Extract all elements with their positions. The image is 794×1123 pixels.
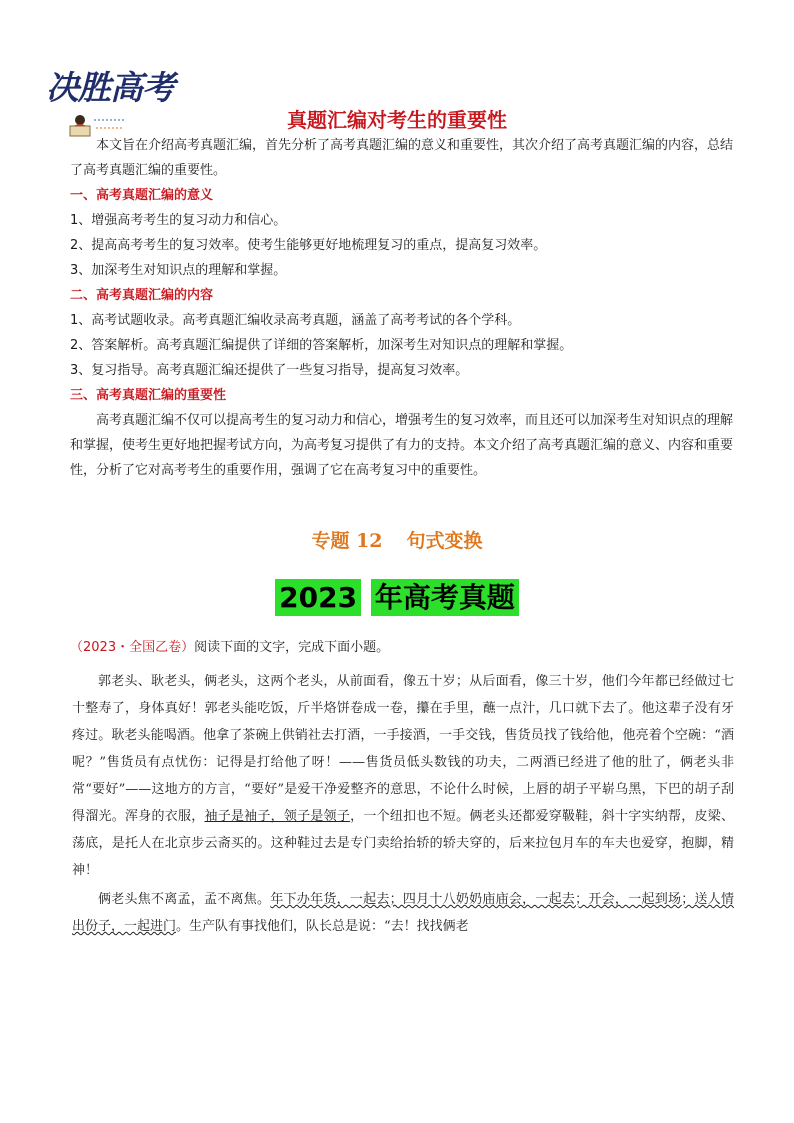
year-banner-text: 年高考真题 bbox=[371, 579, 519, 616]
reading-passage bbox=[72, 668, 734, 940]
passage-text: 。生产队有事找他们，队长总是说：“去！找找俩老 bbox=[176, 919, 469, 934]
list-item: 3、复习指导。高考真题汇编还提供了一些复习指导，提高复习效率。 bbox=[70, 363, 469, 378]
logo-text: 决胜高考 bbox=[46, 68, 174, 107]
topic-heading bbox=[0, 526, 794, 553]
list-item: 2、提高高考考生的复习效率。使考生能够更好地梳理复习的重点，提高复习效率。 bbox=[70, 238, 547, 253]
wavy-underlined-sentence: 年下办年货，一起去；四月十八奶奶庙庙会，一起去；开会，一起到场；送人情出份子，一起进门 bbox=[72, 892, 734, 934]
intro-paragraph: 本文旨在介绍高考真题汇编，首先分析了高考真题汇编的意义和重要性，其次介绍了高考真题汇编的内容，总结了高考真题汇编的重要性。 bbox=[70, 138, 734, 178]
underlined-sentence: 袖子是袖子，领子是领子 bbox=[204, 809, 351, 824]
section-heading-2: 二、高考真题汇编的内容 bbox=[70, 288, 214, 303]
passage-text: 郭老头、耿老头，俩老头，这两个老头，从前面看，像五十岁；从后面看，像三十岁，他们今年都已经做过七十整寿了，身体真好！郭老头能吃饭，斤半烙饼卷成一卷，攥在手里，蘸一点汁，几口就下去了。他这辈子没有牙疼过。耿老头能喝酒。他拿了茶碗上供销社去打酒，一手接酒，一手交钱，售货员找了钱给他，他亮着个空碗：“酒呢？”售货员有点忧伤：记得是打给他了呀！——售货员低头数钱的功夫，二两酒已经进了他的肚了，俩老头非常“要好”——这地方的方言，“要好”是爱干净爱整齐的意思，不论什么时候，上唇的胡子平崭乌黑，下巴的胡子刮得溜光。浑身的衣服， bbox=[72, 674, 734, 824]
passage-text: 俩老头焦不离孟，孟不离焦。 bbox=[98, 892, 271, 907]
year-highlight: 2023 bbox=[275, 579, 361, 616]
list-item: 3、加深考生对知识点的理解和掌握。 bbox=[70, 263, 287, 278]
list-item: 1、增强高考考生的复习动力和信心。 bbox=[70, 213, 287, 228]
passage-paragraph-1 bbox=[72, 668, 734, 884]
passage-text: ，一个纽扣也不短。俩老头还都爱穿靸鞋，斜十字实纳帮，皮梁、荡底，是托人在北京步云斋买的。这种鞋过去是专门卖给抬轿的轿夫穿的，后来拉包月车的车夫也爱穿，抱脚，精神！ bbox=[72, 809, 734, 878]
list-item: 2、答案解析。高考真题汇编提供了详细的答案解析，加深考生对知识点的理解和掌握。 bbox=[70, 338, 573, 353]
document-title: 真题汇编对考生的重要性 bbox=[287, 108, 507, 132]
topic-label: 专题 12 bbox=[311, 530, 383, 552]
section-heading-3: 三、高考真题汇编的重要性 bbox=[70, 388, 227, 403]
list-item: 1、高考试题收录。高考真题汇编收录高考真题，涵盖了高考考试的各个学科。 bbox=[70, 313, 521, 328]
question-source: （2023・全国乙卷） bbox=[70, 640, 195, 655]
question-prompt bbox=[70, 637, 389, 659]
year-banner bbox=[0, 576, 794, 616]
topic-name: 句式变换 bbox=[406, 530, 483, 552]
question-instruction: 阅读下面的文字，完成下面小题。 bbox=[194, 640, 390, 655]
passage-paragraph-2 bbox=[72, 886, 734, 940]
section-heading-1: 一、高考真题汇编的意义 bbox=[70, 188, 214, 203]
intro-block bbox=[70, 133, 734, 483]
section-paragraph: 高考真题汇编不仅可以提高考生的复习动力和信心，增强考生的复习效率，而且还可以加深考生对知识点的理解和掌握，使考生更好地把握考试方向，为高考复习提供了有力的支持。本文介绍了高考真题汇编的意义、内容和重要性，分析了它对高考考生的重要作用，强调了它在高考复习中的重要性。 bbox=[70, 413, 734, 478]
